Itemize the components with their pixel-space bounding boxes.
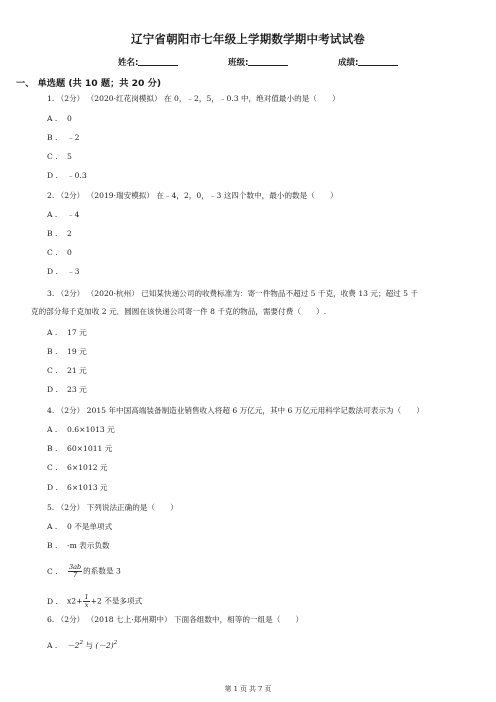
question-3-stem: 3. （2分） （2020·杭州） 已知某快递公司的收费标准为：寄一件物品不超过 5 千克，收费 13 元；超过 5 千 [47,289,419,298]
q2-option-a: A . ﹣4 [47,210,80,219]
exam-title: 辽宁省朝阳市七年级上学期数学期中考试试卷 [131,32,365,46]
option-label: B . [47,133,58,142]
class-blank[interactable] [248,57,288,66]
score-blank[interactable] [358,57,398,66]
q5-option-b: B . -m 表示负数 [47,541,110,550]
option-label: B . [47,541,58,550]
section-heading: 一、 单选题 (共 10 题；共 20 分) [16,78,162,89]
option-label: D . [47,483,58,492]
score-label: 成绩: [338,58,359,68]
class-label: 班级: [228,58,249,68]
class-field [228,56,288,68]
q4-option-b: B . 60×1011 元 [47,444,113,453]
option-label: A . [47,328,58,337]
q4-option-d: D . 6×1013 元 [47,483,108,492]
option-label: C . [47,463,58,472]
option-label: B . [47,444,58,453]
q4-option-c: C . 6×1012 元 [47,463,108,472]
fraction-1-over-x: $\frac{1}{x}$ [84,593,89,609]
option-label: C . [47,566,58,576]
name-label: 姓名: [118,58,139,68]
question-4-stem: 4. （2分） 2015 年中国高端装备制造业销售收入将超 6 万亿元，其中 6 万亿元用科学记数法可表示为（ ） [47,406,424,415]
option-label: D . [47,385,58,394]
name-field [118,56,178,68]
option-label: D . [47,171,58,180]
option-label: A . [47,210,58,219]
q1-option-a: A . 0 [47,114,72,123]
q5-option-d: D . x2+ $\frac{1}{x}$ +2 不是多项式 [47,593,143,609]
option-label: C . [47,366,58,375]
option-label: B . [47,229,58,238]
option-label: A . [47,114,58,123]
q2-option-b: B . 2 [47,229,72,238]
question-3-stem-cont: 克的部分每千克加收 2 元．圆圆在该快递公司寄一件 8 千克的物品，需要付费（ ）. [31,307,327,316]
q3-option-a: A . 17 元 [47,328,87,337]
q3-option-d: D . 23 元 [47,385,87,394]
name-blank[interactable] [138,57,178,66]
question-5-stem: 5. （2分） 下列说法正确的是（ ） [47,503,178,512]
page-footer: 第 1 页 共 7 页 [224,685,272,693]
q2-option-d: D . ﹣3 [47,267,80,276]
q5-option-a: A . 0 不是单项式 [47,522,113,531]
option-label: A . [47,522,58,531]
option-label: C . [47,248,58,257]
expression-left: $-2^2$ [67,640,83,650]
option-label: C . [47,152,58,161]
option-label: A . [47,425,58,434]
option-label: D . [47,267,58,276]
expression-right: $(-2)^2$ [95,640,118,650]
option-label: B . [47,347,58,356]
q1-option-d: D . ﹣0.3 [47,171,87,180]
q1-option-c: C . 5 [47,152,72,161]
option-label: D . [47,596,58,606]
q1-option-b: B . ﹣2 [47,133,80,142]
q6-option-a: A . $-2^2$ 与 $(-2)^2$ [47,640,118,650]
option-label: A . [47,641,58,650]
question-6-stem: 6. （2分） （2018 七上·郑州期中） 下面各组数中，相等的一组是（ ） [47,615,304,624]
q5-option-c: C . $\frac{3ab}{7}$ 的系数是 3 [47,563,121,579]
question-2-stem: 2. （2分） （2019·瑞安模拟） 在﹣4，2，0，﹣3 这四个数中，最小的数是（ ） [47,191,338,200]
q4-option-a: A . 0.6×1013 元 [47,425,115,434]
q3-option-c: C . 21 元 [47,366,87,375]
fraction-3ab-over-7: $\frac{3ab}{7}$ [69,563,82,579]
question-1-stem: 1. （2分） （2020·红花岗模拟） 在 0，﹣2，5，﹣0.3 中，绝对值最小的是（ ） [47,94,340,103]
score-field [338,56,398,68]
q2-option-c: C . 0 [47,248,72,257]
q3-option-b: B . 19 元 [47,347,87,356]
